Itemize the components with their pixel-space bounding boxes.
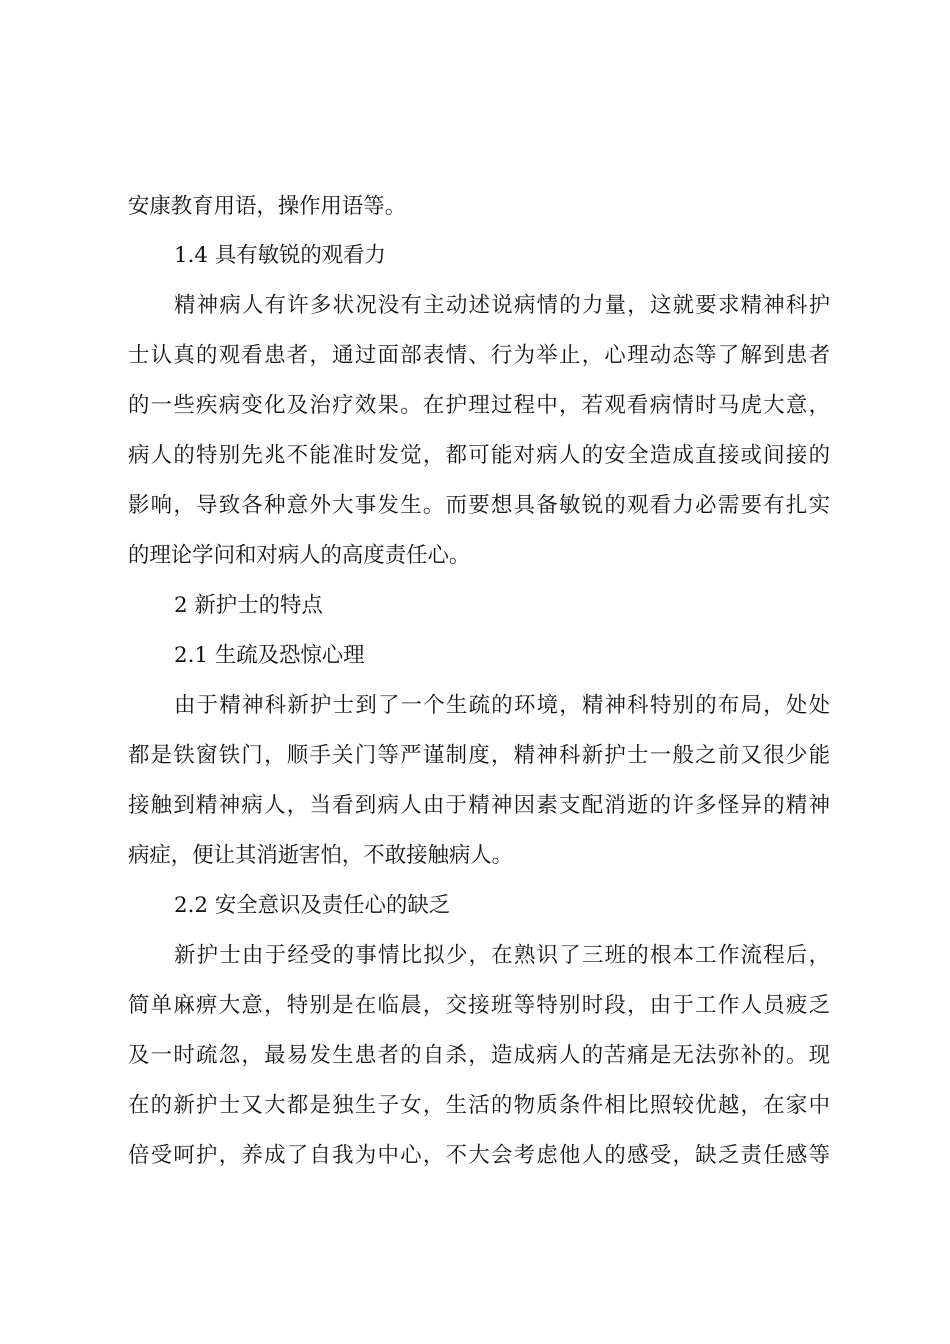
paragraph-line: 接触到精神病人，当看到病人由于精神因素支配消逝的许多怪异的精神	[128, 793, 830, 818]
paragraph-line: 都是铁窗铁门，顺手关门等严谨制度，精神科新护士一般之前又很少能	[128, 743, 830, 768]
paragraph-line: 精神病人有许多状况没有主动述说病情的力量，这就要求精神科护	[174, 293, 830, 318]
paragraph-line: 士认真的观看患者，通过面部表情、行为举止，心理动态等了解到患者	[128, 343, 830, 368]
paragraph-line: 简单麻痹大意，特别是在临晨，交接班等特别时段，由于工作人员疲乏	[128, 993, 830, 1018]
paragraph-line: 的一些疾病变化及治疗效果。在护理过程中，若观看病情时马虎大意，	[128, 393, 830, 418]
paragraph-line: 影响，导致各种意外大事发生。而要想具备敏锐的观看力必需要有扎实	[128, 493, 830, 518]
paragraph-line: 在的新护士又大都是独生子女，生活的物质条件相比照较优越，在家中	[128, 1093, 830, 1118]
paragraph-line: 新护士由于经受的事情比拟少，在熟识了三班的根本工作流程后，	[174, 943, 830, 968]
paragraph-line: 病人的特别先兆不能准时发觉，都可能对病人的安全造成直接或间接的	[128, 443, 830, 468]
paragraph-line: 倍受呵护，养成了自我为中心，不大会考虑他人的感受，缺乏责任感等	[128, 1143, 830, 1168]
paragraph-line: 的理论学问和对病人的高度责任心。	[128, 543, 471, 568]
section-heading-2: 2 新护士的特点	[174, 593, 323, 618]
paragraph-line: 及一时疏忽，最易发生患者的自杀，造成病人的苦痛是无法弥补的。现	[128, 1043, 830, 1068]
section-heading-1-4: 1.4 具有敏锐的观看力	[174, 243, 386, 268]
paragraph-line: 安康教育用语，操作用语等。	[128, 194, 407, 219]
section-heading-2-2: 2.2 安全意识及责任心的缺乏	[174, 893, 451, 918]
paragraph-line: 病症，便让其消逝害怕，不敢接触病人。	[128, 843, 514, 868]
section-heading-2-1: 2.1 生疏及恐惊心理	[174, 643, 365, 668]
paragraph-line: 由于精神科新护士到了一个生疏的环境，精神科特别的布局，处处	[174, 693, 830, 718]
